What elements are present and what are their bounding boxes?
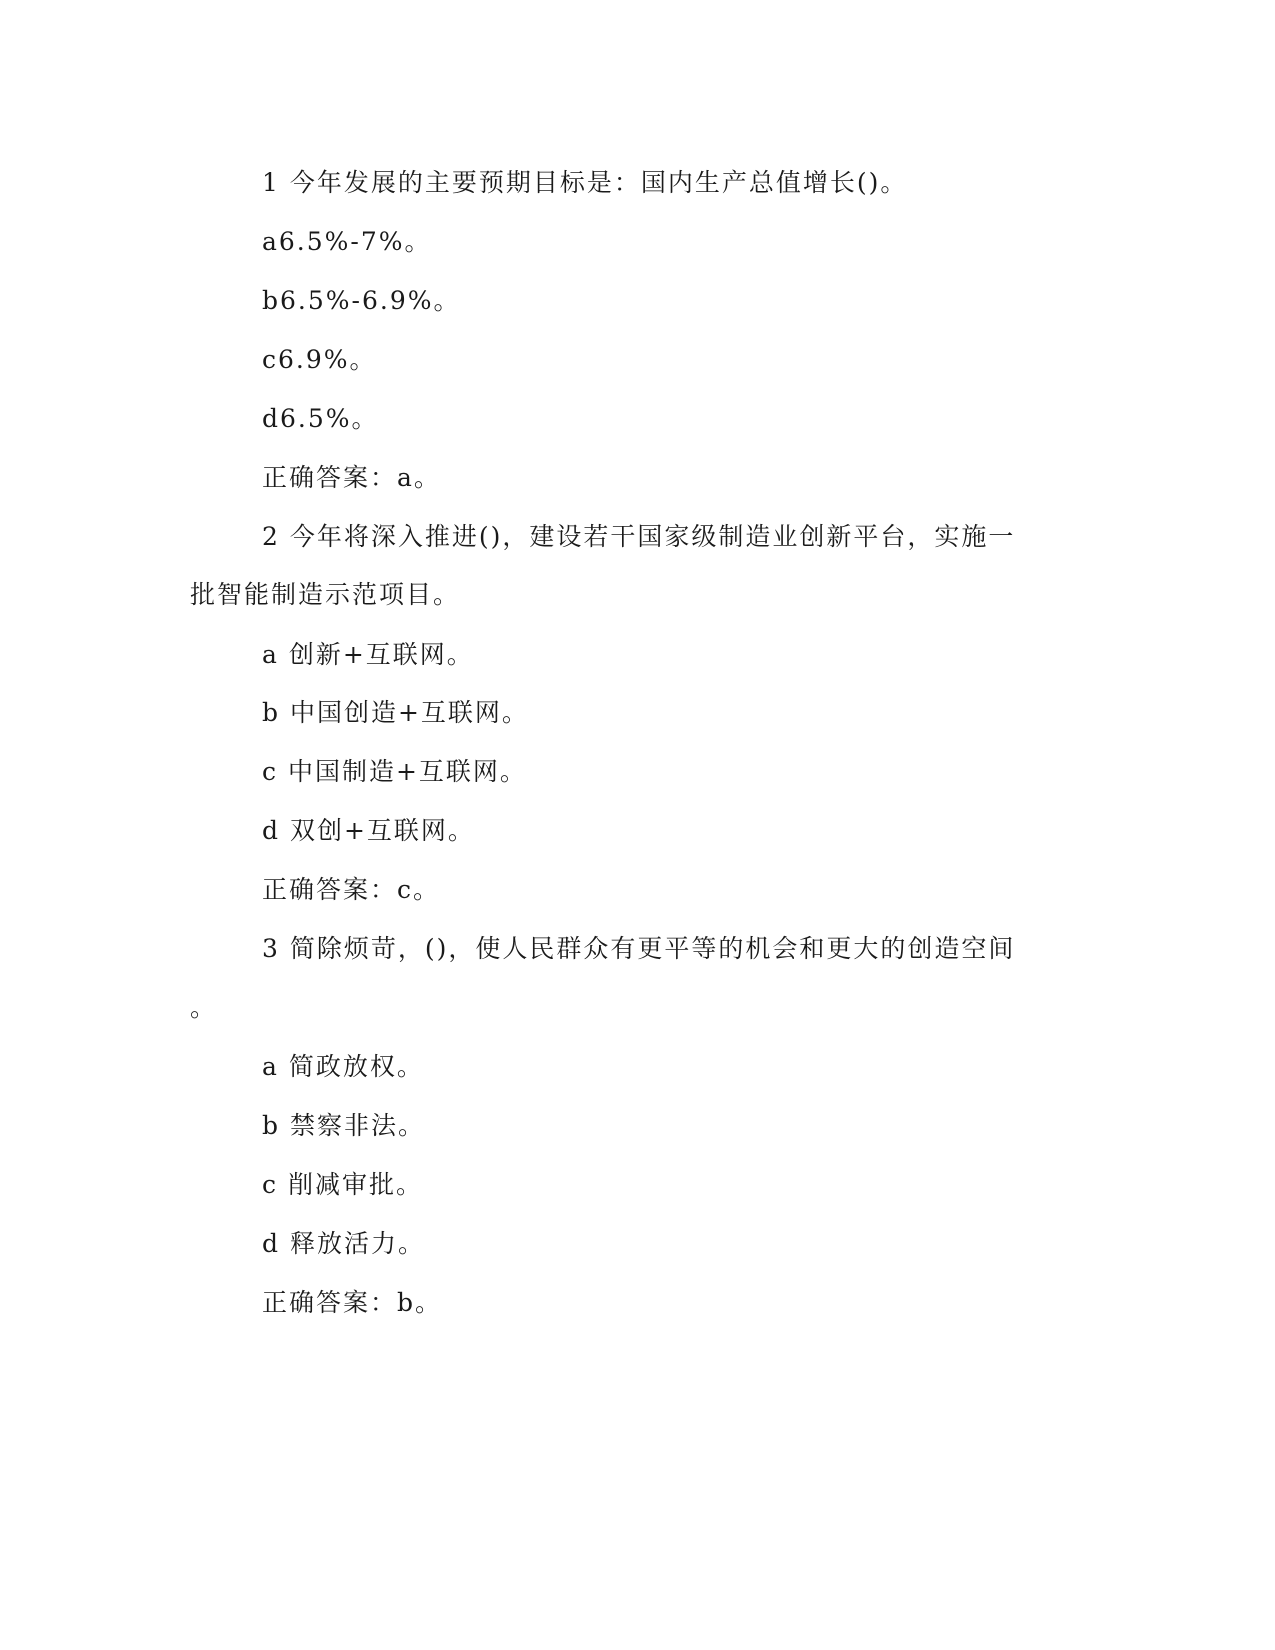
question-3-option-a: a 简政放权。 bbox=[262, 1052, 424, 1081]
question-1-answer: 正确答案：a。 bbox=[262, 463, 441, 492]
question-3-answer: 正确答案：b。 bbox=[262, 1288, 443, 1317]
question-1-stem-line-1: 1 今年发展的主要预期目标是：国内生产总值增长()。 bbox=[262, 168, 908, 197]
question-2-option-d: d 双创+互联网。 bbox=[262, 816, 475, 845]
question-2-option-a: a 创新+互联网。 bbox=[262, 640, 474, 669]
question-3-option-d: d 释放活力。 bbox=[262, 1229, 425, 1258]
question-1-option-d: d6.5%。 bbox=[262, 404, 379, 433]
question-1-option-c: c6.9%。 bbox=[262, 345, 377, 374]
question-3-stem-line-1: 3 简除烦苛，()，使人民群众有更平等的机会和更大的创造空间 bbox=[262, 934, 1016, 963]
question-3-option-b: b 禁察非法。 bbox=[262, 1111, 425, 1140]
question-3-option-c: c 削减审批。 bbox=[262, 1170, 423, 1199]
question-3-stem-line-2: 。 bbox=[190, 993, 218, 1022]
question-2-option-c: c 中国制造+互联网。 bbox=[262, 757, 527, 786]
question-1-option-a: a6.5%-7%。 bbox=[262, 227, 432, 256]
question-2-stem-line-2: 批智能制造示范项目。 bbox=[190, 580, 461, 609]
question-2-answer: 正确答案：c。 bbox=[262, 875, 441, 904]
question-1-option-b: b6.5%-6.9%。 bbox=[262, 286, 461, 315]
question-2-option-b: b 中国创造+互联网。 bbox=[262, 698, 529, 727]
question-2-stem-line-1: 2 今年将深入推进()，建设若干国家级制造业创新平台，实施一 bbox=[262, 522, 1016, 551]
